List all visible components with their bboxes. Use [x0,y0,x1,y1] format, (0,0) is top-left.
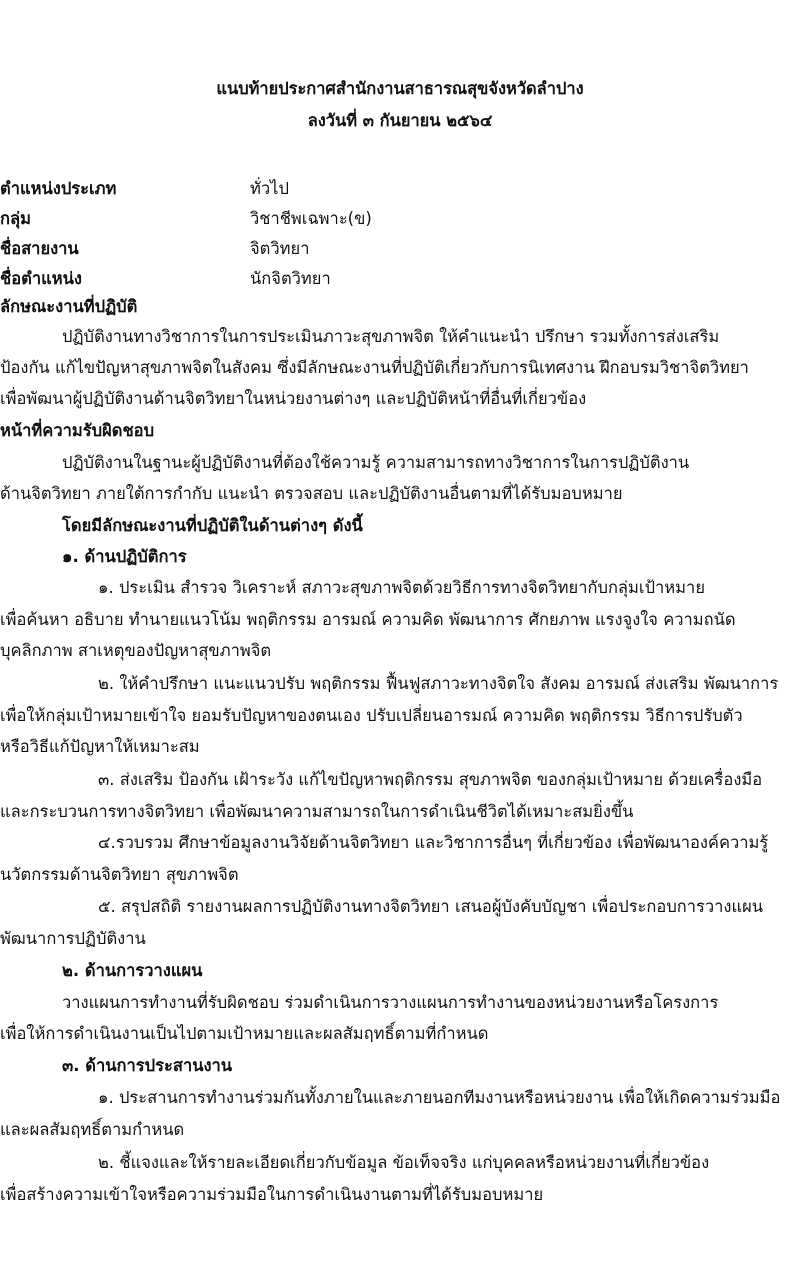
paragraph-line: วางแผนการทำงานที่รับผิดชอบ ร่วมดำเนินการวางแผนการทำงานของหน่วยงานหรือโครงการ [62,993,719,1012]
paragraph-line: นวัตกรรมด้านจิตวิทยา สุขภาพจิต [0,865,239,884]
paragraph-line: ๑. ประเมิน สำรวจ วิเคราะห์ สภาวะสุขภาพจิตด้วยวิธีการทางจิตวิทยากับกลุ่มเป้าหมาย [98,578,705,597]
info-value: วิชาชีพเฉพาะ(ข) [250,209,372,228]
paragraph-line: และกระบวนการทางจิตวิทยา เพื่อพัฒนาความสามารถในการดำเนินชีวิตได้เหมาะสมยิ่งขึ้น [0,802,634,821]
info-value: นักจิตวิทยา [250,269,331,288]
document-header-line-2: ลงวันที่ ๓ กันยายน ๒๕๖๔ [307,111,493,130]
section-heading-duty: หน้าที่ความรับผิดชอบ [0,421,155,440]
paragraph-line: ๓. ส่งเสริม ป้องกัน เฝ้าระวัง แก้ไขปัญหาพฤติกรรม สุขภาพจิต ของกลุ่มเป้าหมาย ด้วยเครื่องมือ [98,770,763,789]
info-value: จิตวิทยา [250,239,310,258]
paragraph-line: ป้องกัน แก้ไขปัญหาสุขภาพจิตในสังคม ซึ่งมีลักษณะงานที่ปฏิบัติเกี่ยวกับการนิเทศงาน ฝึกอบรมวิชาจิตวิทยา [0,358,749,377]
paragraph-line: พัฒนาการปฏิบัติงาน [0,929,146,948]
paragraph-line: หรือวิธีแก้ปัญหาให้เหมาะสม [0,737,200,756]
info-value: ทั่วไป [250,179,289,198]
paragraph-line: ๑. ประสานการทำงานร่วมกันทั้งภายในและภายนอกทีมงานหรือหน่วยงาน เพื่อให้เกิดความร่วมมือ [98,1088,781,1107]
subsection-heading-operations: ๑. ด้านปฏิบัติการ [62,547,187,566]
paragraph-line: เพื่อค้นหา อธิบาย ทำนายแนวโน้ม พฤติกรรม อารมณ์ ความคิด พัฒนาการ ศักยภาพ แรงจูงใจ ความถนัด [0,610,736,629]
info-label: ชื่อตำแหน่ง [0,269,82,288]
paragraph-line: ๒. ให้คำปรึกษา แนะแนวปรับ พฤติกรรม ฟื้นฟูสภาวะทางจิตใจ สังคม อารมณ์ ส่งเสริม พัฒนาการ [98,674,779,693]
paragraph-line: ๕. สรุปสถิติ รายงานผลการปฏิบัติงานทางจิตวิทยา เสนอผู้บังคับบัญชา เพื่อประกอบการวางแผน [98,897,764,916]
paragraph-line: เพื่อพัฒนาผู้ปฏิบัติงานด้านจิตวิทยาในหน่วยงานต่างๆ และปฏิบัติหน้าที่อื่นที่เกี่ยวข้อง [0,389,587,408]
subsection-heading-planning: ๒. ด้านการวางแผน [62,961,203,980]
subsection-heading-coordination: ๓. ด้านการประสานงาน [62,1056,233,1075]
paragraph-line: ด้านจิตวิทยา ภายใต้การกำกับ แนะนำ ตรวจสอบ และปฏิบัติงานอื่นตามที่ได้รับมอบหมาย [0,484,623,503]
document-header-line-1: แนบท้ายประกาศสำนักงานสาธารณสุขจังหวัดลำปาง [216,79,584,98]
paragraph-line: ปฏิบัติงานทางวิชาการในการประเมินภาวะสุขภาพจิต ให้คำแนะนำ ปรึกษา รวมทั้งการส่งเสริม [62,327,720,346]
paragraph-line: และผลสัมฤทธิ์ตามกำหนด [0,1120,185,1139]
section-heading-nature: ลักษณะงานที่ปฏิบัติ [0,297,138,316]
paragraph-line: เพื่อให้กลุ่มเป้าหมายเข้าใจ ยอมรับปัญหาของตนเอง ปรับเปลี่ยนอารมณ์ ความคิด พฤติกรรม วิธีการปรับตัว [0,706,743,725]
paragraph-line: บุคลิกภาพ สาเหตุของปัญหาสุขภาพจิต [0,641,272,660]
paragraph-line: ๒. ชี้แจงและให้รายละเอียดเกี่ยวกับข้อมูล ข้อเท็จจริง แก่บุคคลหรือหน่วยงานที่เกี่ยวข้อง [98,1153,710,1172]
section-heading-areas: โดยมีลักษณะงานที่ปฏิบัติในด้านต่างๆ ดังนี้ [62,516,363,535]
paragraph-line: ๔.รวบรวม ศึกษาข้อมูลงานวิจัยด้านจิตวิทยา และวิชาการอื่นๆ ที่เกี่ยวข้อง เพื่อพัฒนาองค์ความรู้ [98,833,769,852]
info-label: ชื่อสายงาน [0,239,79,258]
info-label: ตำแหน่งประเภท [0,179,117,198]
paragraph-line: ปฏิบัติงานในฐานะผู้ปฏิบัติงานที่ต้องใช้ความรู้ ความสามารถทางวิชาการในการปฏิบัติงาน [62,453,690,472]
info-label: กลุ่ม [0,209,31,228]
paragraph-line: เพื่อให้การดำเนินงานเป็นไปตามเป้าหมายและผลสัมฤทธิ์ตามที่กำหนด [0,1024,489,1043]
paragraph-line: เพื่อสร้างความเข้าใจหรือความร่วมมือในการดำเนินงานตามที่ได้รับมอบหมาย [0,1185,544,1204]
